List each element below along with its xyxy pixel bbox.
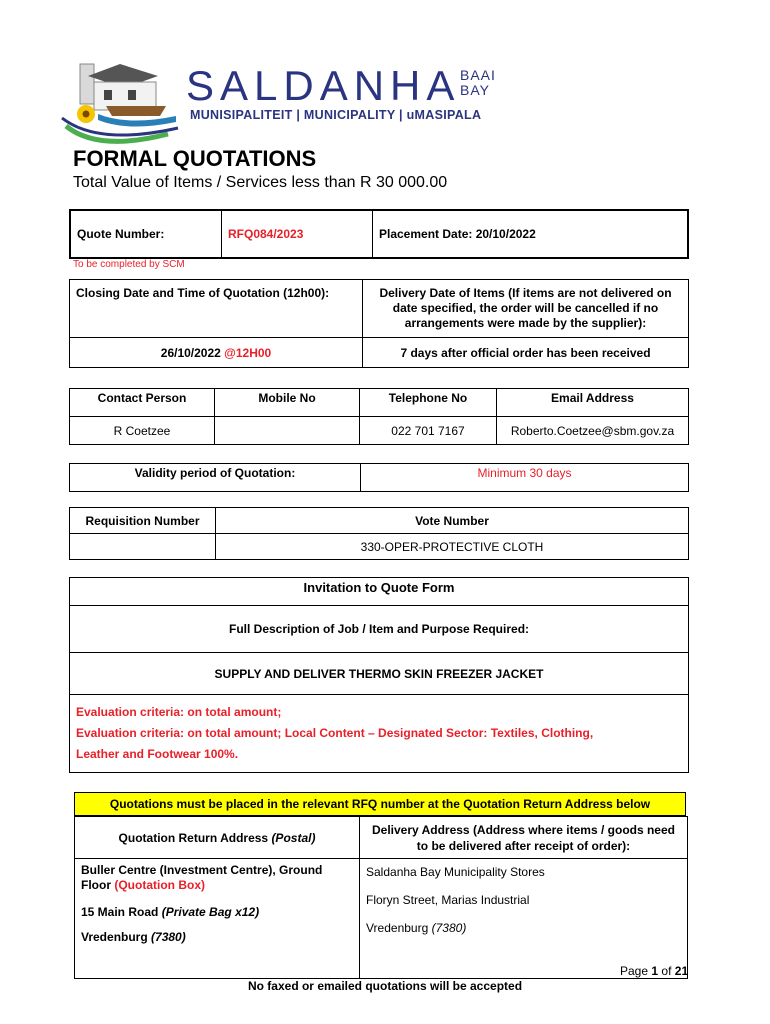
return-address-table	[74, 816, 688, 979]
return-banner: Quotations must be placed in the relevant RFQ number at the Quotation Return Address below	[74, 792, 686, 816]
scm-note: To be completed by SCM	[73, 259, 185, 270]
contact-email[interactable]: Roberto.Coetzee@sbm.gov.za	[497, 417, 689, 445]
page-total: 21	[674, 964, 689, 978]
postal-address-label: Quotation Return Address	[118, 830, 269, 845]
contact-mobile	[215, 417, 360, 445]
evaluation-criteria	[70, 695, 689, 773]
postal-address-line-3	[81, 930, 353, 945]
logo	[58, 56, 508, 148]
delivery-address-line-1: Saldanha Bay Municipality Stores	[366, 865, 545, 879]
page-number	[620, 964, 688, 978]
postal-address-line-2-text: 15 Main Road	[81, 905, 159, 919]
closing-time: @12H00	[224, 345, 272, 360]
logo-subtitle: MUNISIPALITEIT | MUNICIPALITY | uMASIPALA	[190, 108, 482, 122]
delivery-address-line-2: Floryn Street, Marias Industrial	[366, 893, 530, 907]
closing-table	[69, 279, 689, 368]
evaluation-line-1: Evaluation criteria: on total amount;	[76, 705, 282, 719]
quote-number-label: Quote Number:	[70, 210, 222, 258]
logo-baai: BAAI	[460, 67, 496, 83]
postal-address-line-1	[81, 863, 353, 893]
job-description-value: SUPPLY AND DELIVER THERMO SKIN FREEZER JACKET	[70, 653, 689, 695]
contact-header-email: Email Address	[497, 389, 689, 417]
postal-address-line-2	[81, 905, 353, 920]
private-bag-label: (Private Bag x12)	[161, 905, 260, 919]
contact-person: R Coetzee	[70, 417, 215, 445]
vote-value: 330-OPER-PROTECTIVE CLOTH	[216, 534, 689, 560]
evaluation-line-2: Evaluation criteria: on total amount; Local Content – Designated Sector: Textiles, Clothing,	[76, 726, 594, 740]
invitation-title: Invitation to Quote Form	[70, 578, 689, 606]
contact-header-telephone: Telephone No	[360, 389, 497, 417]
postal-address-italic: (Postal)	[271, 830, 316, 845]
invitation-table	[69, 577, 689, 773]
validity-value: Minimum 30 days	[361, 464, 689, 492]
closing-date-cell	[70, 338, 363, 368]
postal-address-line-3-text: Vredenburg	[81, 930, 148, 944]
closing-date: 26/10/2022	[160, 345, 221, 360]
delivery-address-header: Delivery Address (Address where items / goods need to be delivered after receipt of order):	[360, 817, 688, 859]
closing-label: Closing Date and Time of Quotation (12h00):	[70, 280, 363, 338]
logo-emblem-icon	[58, 56, 198, 148]
page-of: of	[661, 964, 672, 978]
requisition-value	[70, 534, 216, 560]
placement-date: Placement Date: 20/10/2022	[373, 210, 689, 258]
requisition-label: Requisition Number	[70, 508, 216, 534]
page-title: FORMAL QUOTATIONS	[73, 146, 317, 171]
delivery-date-value: 7 days after official order has been received	[363, 338, 689, 368]
postal-address-header	[75, 817, 360, 859]
page-subtitle: Total Value of Items / Services less than R 30 000.00	[73, 174, 448, 191]
delivery-postal-code: (7380)	[431, 921, 467, 935]
job-description-label: Full Description of Job / Item and Purpose Required:	[70, 606, 689, 653]
postal-address-line-1-text: Buller Centre (Investment Centre), Ground Floor	[81, 863, 323, 892]
quote-number-value: RFQ084/2023	[222, 210, 373, 258]
logo-name: SALDANHA	[186, 62, 461, 109]
validity-label: Validity period of Quotation:	[70, 464, 361, 492]
delivery-address-body	[360, 859, 688, 979]
delivery-address-line-3-text: Vredenburg	[366, 921, 429, 935]
logo-bay: BAY	[460, 82, 490, 98]
quotation-box-label: (Quotation Box)	[114, 878, 205, 892]
postal-address-body	[75, 859, 360, 979]
vote-label: Vote Number	[216, 508, 689, 534]
contact-table	[69, 388, 689, 445]
validity-table	[69, 463, 689, 492]
footer-note: No faxed or emailed quotations will be accepted	[247, 979, 523, 993]
delivery-address-line-3	[366, 921, 681, 936]
contact-header-mobile: Mobile No	[215, 389, 360, 417]
delivery-date-label: Delivery Date of Items (If items are not delivered on date specified, the order will be cancelled if no arrangements were made by the supplier):	[363, 280, 689, 338]
contact-header-person: Contact Person	[70, 389, 215, 417]
requisition-table	[69, 507, 689, 560]
contact-telephone: 022 701 7167	[360, 417, 497, 445]
page-current: 1	[651, 964, 659, 978]
quote-number-table	[69, 209, 689, 259]
page-word: Page	[620, 964, 649, 978]
evaluation-line-3: Leather and Footwear 100%.	[76, 747, 239, 761]
postal-code-label: (7380)	[151, 930, 186, 944]
